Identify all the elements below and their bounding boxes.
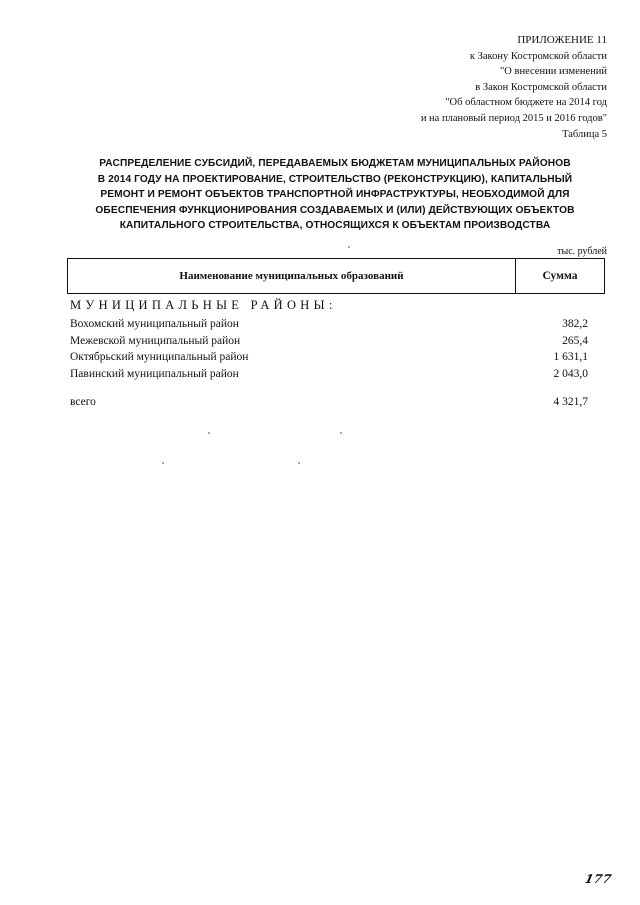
scan-speck bbox=[298, 462, 300, 464]
row-value: 382,2 bbox=[562, 318, 588, 330]
table-row bbox=[70, 349, 588, 366]
row-name: Павинский муниципальный район bbox=[70, 367, 239, 380]
table-row bbox=[70, 316, 588, 333]
appendix-title: ПРИЛОЖЕНИЕ 11 bbox=[517, 34, 607, 46]
units-label: тыс. рублей bbox=[557, 246, 607, 257]
total-row bbox=[70, 396, 588, 408]
group-title: МУНИЦИПАЛЬНЫЕ РАЙОНЫ: bbox=[70, 298, 337, 312]
appendix-header bbox=[287, 33, 607, 126]
appendix-line: в Закон Костромской области bbox=[475, 81, 607, 93]
row-value: 265,4 bbox=[562, 334, 588, 347]
appendix-line: "О внесении изменений bbox=[500, 66, 607, 77]
appendix-line: к Закону Костромской области bbox=[469, 50, 607, 62]
scan-speck bbox=[348, 246, 350, 248]
scan-speck bbox=[208, 432, 210, 434]
appendix-line: "Об областном бюджете на 2014 год bbox=[445, 97, 607, 108]
heading-line: КАПИТАЛЬНОГО СТРОИТЕЛЬСТВА, ОТНОСЯЩИХСЯ К ОБЪЕКТАМ ПРОИЗВОДСТВА bbox=[119, 220, 551, 231]
row-value: 2 043,0 bbox=[553, 367, 588, 380]
heading-line: РЕМОНТ И РЕМОНТ ОБЪЕКТОВ ТРАНСПОРТНОЙ ИНФРАСТРУКТУРЫ, НЕОБХОДИМОЙ ДЛЯ bbox=[100, 189, 570, 200]
row-value: 1 631,1 bbox=[553, 351, 588, 363]
row-name: Межевской муниципальный район bbox=[70, 334, 241, 347]
column-header-sum: Сумма bbox=[542, 270, 578, 282]
table-body bbox=[70, 316, 588, 382]
heading-line: В 2014 ГОДУ НА ПРОЕКТИРОВАНИЕ, СТРОИТЕЛЬСТВО (РЕКОНСТРУКЦИЮ), КАПИТАЛЬНЫЙ bbox=[97, 173, 573, 185]
scan-speck bbox=[162, 462, 164, 464]
appendix-line: и на плановый период 2015 и 2016 годов" bbox=[420, 112, 607, 124]
table-row bbox=[70, 366, 588, 383]
heading-line: ОБЕСПЕЧЕНИЯ ФУНКЦИОНИРОВАНИЯ СОЗДАВАЕМЫХ И (ИЛИ) ДЕЙСТВУЮЩИХ ОБЪЕКТОВ bbox=[95, 204, 575, 216]
scan-speck bbox=[340, 432, 342, 434]
heading-line: РАСПРЕДЕЛЕНИЕ СУБСИДИЙ, ПЕРЕДАВАЕМЫХ БЮДЖЕТАМ МУНИЦИПАЛЬНЫХ РАЙОНОВ bbox=[99, 158, 571, 169]
handwritten-page-number: 177 bbox=[583, 872, 614, 886]
total-value: 4 321,7 bbox=[553, 396, 588, 408]
table-row bbox=[70, 333, 588, 350]
table-header bbox=[67, 258, 605, 294]
table-number: Таблица 5 bbox=[562, 129, 607, 140]
total-label: всего bbox=[70, 396, 96, 408]
row-name: Октябрьский муниципальный район bbox=[70, 351, 249, 363]
row-name: Вохомский муниципальный район bbox=[70, 318, 239, 330]
column-header-name: Наименование муниципальных образований bbox=[68, 259, 516, 293]
document-heading bbox=[70, 156, 600, 234]
